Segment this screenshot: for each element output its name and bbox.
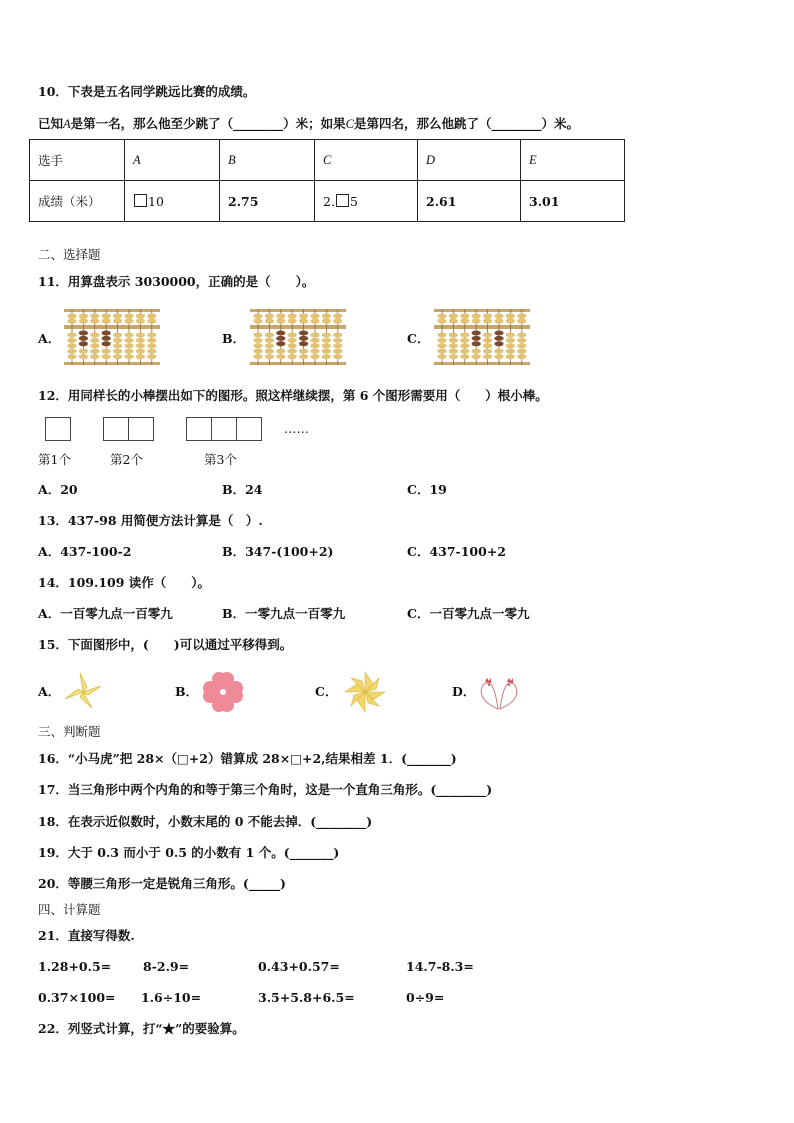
table-row: [30, 181, 625, 222]
abacus-icon: [250, 308, 348, 366]
q13-option-a: A．437-100-2: [38, 544, 132, 559]
stick-figure-1: [46, 417, 71, 441]
table-cell-c: 2. 5: [315, 181, 418, 222]
table-row: [30, 140, 625, 181]
q15-stem: 15．下面图形中，( )可以通过平移得到。: [38, 637, 293, 652]
table-header-cell: B: [220, 140, 315, 181]
calc-item: 3.5+5.8+6.5=: [258, 990, 355, 1005]
section-heading-4: 四、计算题: [38, 902, 101, 917]
table-header-cell: A: [125, 140, 220, 181]
q15-option-c: C．: [315, 684, 338, 699]
q13-option-b: B．347-(100+2): [222, 544, 334, 559]
q11-option-c: C．: [407, 331, 430, 346]
calc-item: 0.43+0.57=: [258, 959, 340, 974]
pinwheel-icon: [62, 672, 104, 712]
q15-option-d: D．: [452, 684, 476, 699]
q14-stem: 14．109.109 读作（ ）。: [38, 575, 211, 590]
table-header-cell: D: [418, 140, 521, 181]
calc-item: 0.37×100=: [38, 990, 116, 1005]
q22-stem: 22．列竖式计算，打“★”的要验算。: [38, 1021, 245, 1036]
abacus-icon: [64, 308, 162, 366]
score-table: [29, 139, 625, 222]
q21-stem: 21．直接写得数.: [38, 928, 135, 943]
figure-label-3: 第3个: [204, 452, 237, 467]
q13-stem: 13．437-98 用简便方法计算是（ ）.: [38, 513, 263, 528]
stick-ellipsis: ……: [284, 421, 309, 436]
table-cell-e: 3.01: [521, 181, 625, 222]
q15-option-a: A．: [38, 684, 61, 699]
table-cell-b: 2.75: [220, 181, 315, 222]
figure-label-1: 第1个: [38, 452, 71, 467]
table-cell-d: 2.61: [418, 181, 521, 222]
q12-option-b: B．24: [222, 482, 263, 497]
q10-text-a: 已知: [38, 116, 64, 131]
section-heading-2: 二、选择题: [38, 247, 101, 262]
table-header-cell: C: [315, 140, 418, 181]
chicken-icon: [476, 673, 522, 711]
q10-title: 10．下表是五名同学跳远比赛的成绩。: [38, 84, 256, 99]
q11-stem: 11．用算盘表示 3030000，正确的是（ ）。: [38, 274, 315, 289]
q16-text: 16．“小马虎”把 28×（□+2）错算成 28×□+2,结果相差 1．(_______): [38, 751, 457, 766]
blank-box: [134, 194, 147, 207]
q20-text: 20．等腰三角形一定是锐角三角形。(_____): [38, 876, 286, 891]
calc-item: 8-2.9=: [143, 959, 190, 974]
q18-text: 18．在表示近似数时，小数末尾的 0 不能去掉．(________): [38, 814, 373, 829]
q12-option-a: A．20: [38, 482, 78, 497]
calc-item: 14.7-8.3=: [406, 959, 474, 974]
q14-option-a: A．一百零九点一百零九: [38, 606, 173, 621]
figure-label-2: 第2个: [110, 452, 143, 467]
calc-item: 1.6÷10=: [141, 990, 202, 1005]
calc-item: 1.28+0.5=: [38, 959, 112, 974]
q10-text-b: 是第一名，那么他至少跳了（________）米；如果: [70, 116, 346, 131]
star-pinwheel-icon: [343, 670, 387, 714]
stick-figure-2: [104, 417, 154, 441]
table-header-cell: 选手: [30, 140, 125, 181]
abacus-icon: [434, 308, 532, 366]
table-cell-a: 10: [125, 181, 220, 222]
q14-option-b: B．一零九点一百零九: [222, 606, 346, 621]
q10-var-c: C: [345, 117, 355, 131]
blank-box: [336, 194, 349, 207]
q19-text: 19．大于 0.3 而小于 0.5 的小数有 1 个。(_______): [38, 845, 340, 860]
q11-option-a: A．: [38, 331, 61, 346]
q14-option-c: C．一百零九点一零九: [407, 606, 530, 621]
q15-option-b: B．: [175, 684, 199, 699]
q10-var-a: A: [63, 117, 71, 131]
stick-figure-3: [187, 417, 262, 441]
calc-item: 0÷9=: [406, 990, 445, 1005]
section-heading-3: 三、判断题: [38, 724, 101, 739]
q10-question: [38, 116, 579, 132]
q12-option-c: C．19: [407, 482, 447, 497]
q13-option-c: C．437-100+2: [407, 544, 506, 559]
table-row-label: 成绩（米）: [30, 181, 125, 222]
q10-text-c: 是第四名，那么他跳了（________）米。: [354, 116, 580, 131]
table-header-cell: E: [521, 140, 625, 181]
q12-stem: 12．用同样长的小棒摆出如下的图形。照这样继续摆，第 6 个图形需要用（ ）根小棒。: [38, 388, 548, 403]
q11-option-b: B．: [222, 331, 246, 346]
q17-text: 17．当三角形中两个内角的和等于第三个角时，这是一个直角三角形。(________): [38, 782, 493, 797]
heart-flower-icon: [201, 670, 245, 714]
